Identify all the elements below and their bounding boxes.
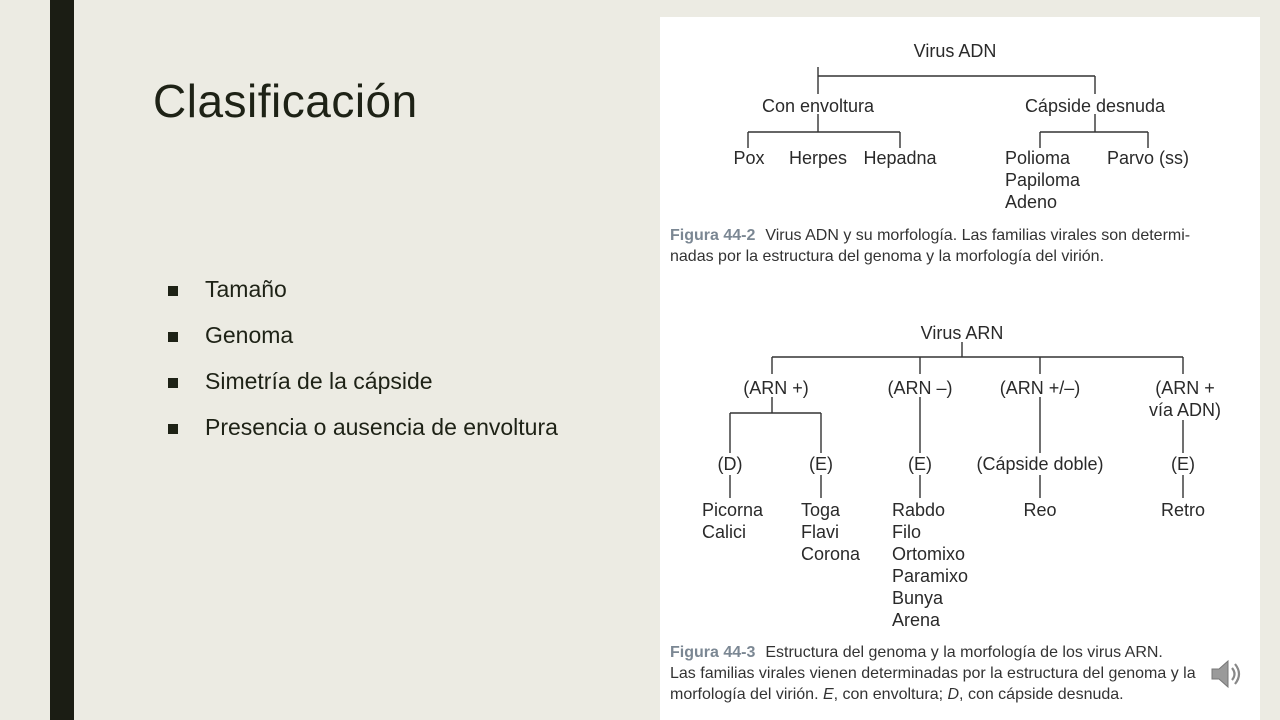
rna-group-label: (ARN +/–) bbox=[999, 378, 1081, 398]
dna-family-label: Adeno bbox=[1005, 192, 1058, 212]
rna-subgroup-label: (E) bbox=[908, 454, 932, 474]
rna-family-label: Arena bbox=[892, 610, 941, 630]
bullet-square-icon bbox=[168, 378, 178, 388]
rna-family-label: Bunya bbox=[892, 588, 944, 608]
dna-figure-caption bbox=[670, 225, 1258, 267]
rna-family-label: Reo bbox=[1023, 500, 1057, 520]
bullet-text: Presencia o ausencia de envoltura bbox=[205, 414, 558, 440]
virus-tree-diagram bbox=[660, 17, 1260, 720]
rna-tree-lines bbox=[730, 342, 1183, 498]
bullet-square-icon bbox=[168, 424, 178, 434]
rna-caption-text: , con envoltura; bbox=[833, 686, 948, 703]
rna-caption-text: , con cápside desnuda. bbox=[959, 686, 1124, 703]
rna-family-label: Picorna bbox=[702, 500, 764, 520]
rna-family-label: Paramixo bbox=[892, 566, 969, 586]
rna-family-label: Toga bbox=[801, 500, 841, 520]
dna-enveloped-label: Con envoltura bbox=[761, 96, 875, 116]
bullet-text: Simetría de la cápside bbox=[205, 368, 433, 394]
dna-caption-label: Figura 44-2 bbox=[670, 227, 756, 244]
dna-family-label: Pox bbox=[733, 148, 765, 168]
accent-bar bbox=[50, 0, 74, 720]
rna-caption-text: Estructura del genoma y la morfología de los virus ARN. bbox=[765, 644, 1163, 661]
rna-subgroup-label: (Cápside doble) bbox=[976, 454, 1104, 474]
rna-group-label: vía ADN) bbox=[1148, 400, 1222, 420]
rna-family-label: Ortomixo bbox=[892, 544, 966, 564]
dna-caption-text: Virus ADN y su morfología. Las familias virales son determi- bbox=[765, 227, 1191, 244]
dna-caption-text: nadas por la estructura del genoma y la morfología del virión. bbox=[670, 248, 1105, 265]
virus-classification-figure bbox=[660, 17, 1260, 720]
rna-group-label: (ARN + bbox=[1155, 378, 1215, 398]
bullet-text: Tamaño bbox=[205, 276, 287, 302]
rna-group-label: (ARN +) bbox=[743, 378, 809, 398]
rna-subgroup-label: (D) bbox=[717, 454, 743, 474]
dna-family-label: Hepadna bbox=[863, 148, 937, 168]
bullet-square-icon bbox=[168, 286, 178, 296]
rna-caption-text: E bbox=[822, 686, 834, 703]
rna-group-label: (ARN –) bbox=[887, 378, 953, 398]
rna-family-label: Flavi bbox=[801, 522, 840, 542]
rna-caption-text: D bbox=[947, 686, 960, 703]
rna-caption-label: Figura 44-3 bbox=[670, 644, 756, 661]
rna-subgroup-label: (E) bbox=[809, 454, 833, 474]
rna-subgroup-label: (E) bbox=[1171, 454, 1195, 474]
dna-naked-capsid-label: Cápside desnuda bbox=[1024, 96, 1166, 116]
speaker-icon[interactable] bbox=[1206, 654, 1246, 694]
rna-caption-text: Las familias virales vienen determinadas por la estructura del genoma y la bbox=[670, 665, 1196, 682]
rna-family-label: Rabdo bbox=[892, 500, 946, 520]
slide-title: Clasificación bbox=[153, 75, 418, 127]
rna-family-label: Calici bbox=[702, 522, 747, 542]
dna-root-label: Virus ADN bbox=[913, 41, 997, 61]
rna-caption-text: morfología del virión. bbox=[670, 686, 823, 703]
bullet-text: Genoma bbox=[205, 322, 294, 348]
rna-family-label: Filo bbox=[892, 522, 922, 542]
dna-family-label: Herpes bbox=[788, 148, 848, 168]
rna-family-label: Corona bbox=[801, 544, 861, 564]
bullet-square-icon bbox=[168, 332, 178, 342]
rna-family-label: Retro bbox=[1160, 500, 1206, 520]
dna-family-label: Parvo (ss) bbox=[1106, 148, 1190, 168]
dna-family-label: Papiloma bbox=[1005, 170, 1081, 190]
rna-root-label: Virus ARN bbox=[920, 323, 1004, 343]
rna-figure-caption bbox=[670, 642, 1258, 705]
dna-family-label: Polioma bbox=[1005, 148, 1071, 168]
